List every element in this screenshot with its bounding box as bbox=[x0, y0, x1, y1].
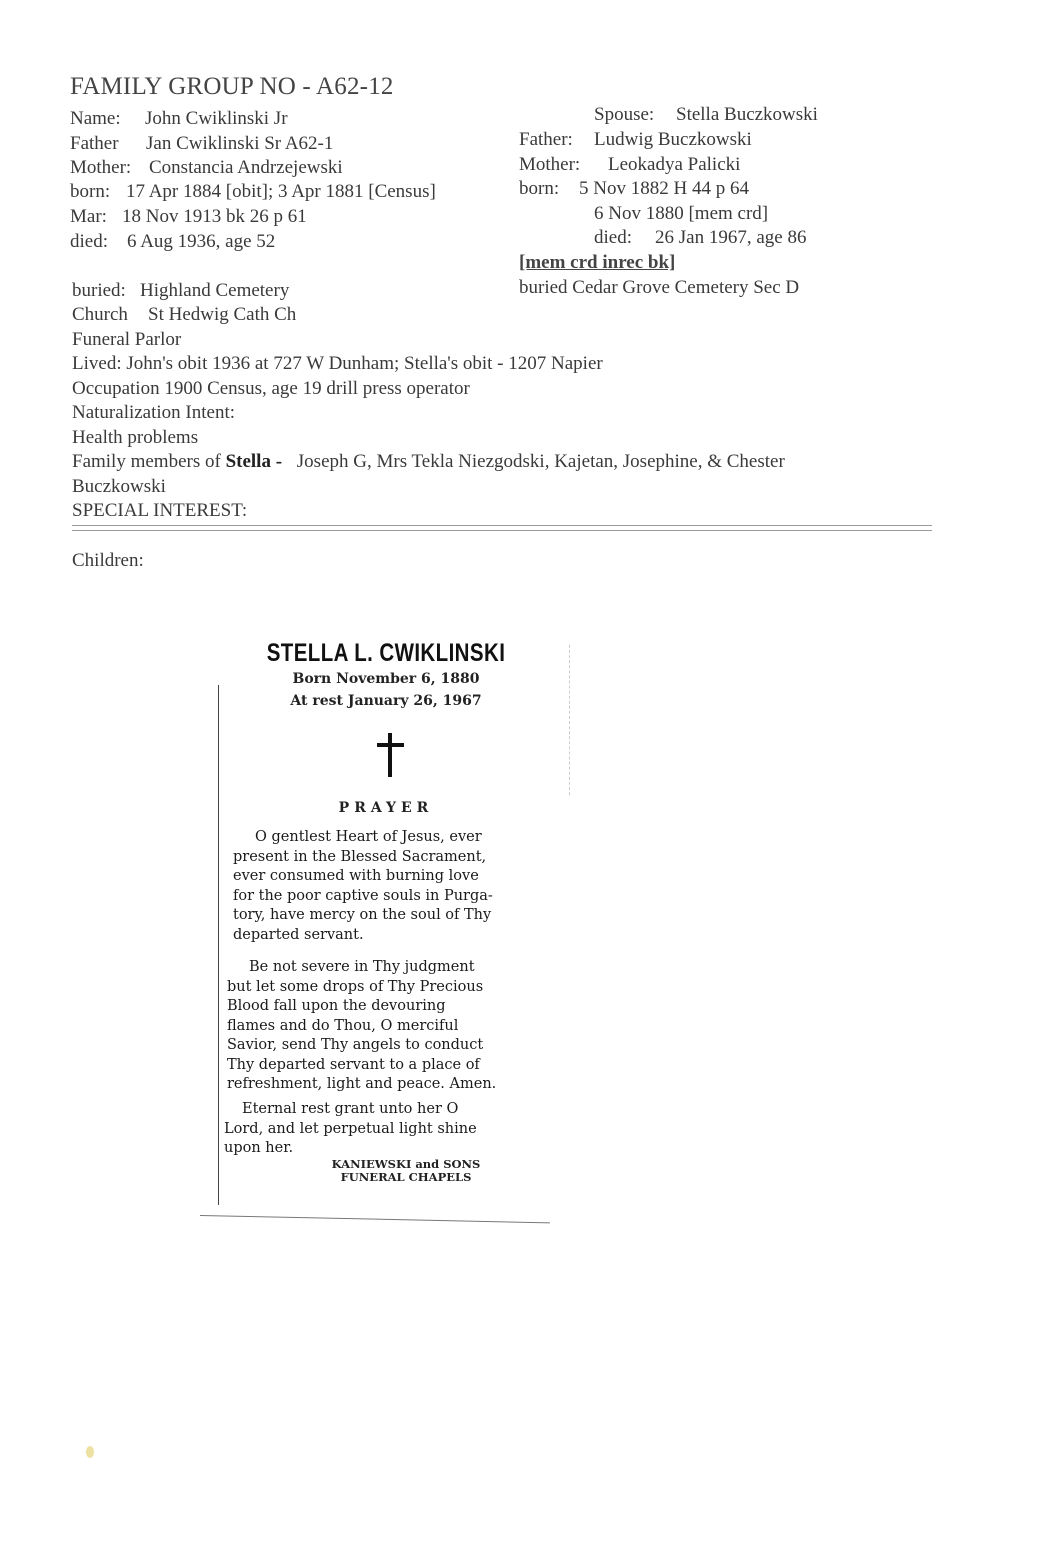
born-label: born: bbox=[70, 181, 111, 202]
husband-buried: Highland Cemetery bbox=[140, 280, 290, 301]
card-edge-left bbox=[218, 685, 219, 1205]
prayer-line: upon her. bbox=[224, 1140, 294, 1156]
page-title: FAMILY GROUP NO - A62-12 bbox=[70, 73, 394, 100]
prayer-line: but let some drops of Thy Precious bbox=[227, 978, 484, 995]
mem-card-note: [mem crd inrec bk] bbox=[519, 252, 676, 273]
prayer-line: Savior, send Thy angels to conduct bbox=[227, 1037, 484, 1053]
spouse-mother: Leokadya Palicki bbox=[608, 154, 741, 175]
prayer-heading: PRAYER bbox=[338, 800, 434, 816]
prayer-paragraph-2 bbox=[227, 958, 537, 1095]
spouse-born-row bbox=[519, 177, 749, 201]
died-label: died: bbox=[70, 231, 108, 252]
lived-line: Lived: John's obit 1936 at 727 W Dunham; Stella's obit - 1207 Napier bbox=[72, 353, 603, 374]
prayer-line: tory, have mercy on the soul of Thy bbox=[233, 907, 492, 923]
prayer-line: flames and do Thou, O merciful bbox=[227, 1017, 459, 1034]
card-edge-bottom bbox=[200, 1215, 550, 1223]
father-label: Father bbox=[70, 133, 119, 154]
husband-born-row bbox=[70, 180, 436, 204]
husband-born: 17 Apr 1884 [obit]; 3 Apr 1881 [Census] bbox=[126, 181, 436, 202]
card-rest: At rest January 26, 1967 bbox=[290, 693, 482, 709]
spouse-row bbox=[594, 103, 818, 127]
prayer-paragraph-3 bbox=[224, 1100, 534, 1159]
prayer-line: Thy departed servant to a place of bbox=[227, 1056, 480, 1073]
husband-mother-row bbox=[70, 156, 343, 180]
prayer-line: Lord, and let perpetual light shine bbox=[224, 1120, 477, 1137]
card-edge-right bbox=[569, 645, 570, 795]
family-prefix: Family members of bbox=[72, 451, 221, 472]
funeral-parlor: Funeral Parlor bbox=[72, 329, 182, 350]
husband-name-row bbox=[70, 107, 288, 131]
prayer-line: present in the Blessed Sacrament, bbox=[233, 848, 487, 865]
husband-father-row bbox=[70, 132, 333, 156]
funeral-home-subtitle: FUNERAL CHAPELS bbox=[340, 1170, 472, 1184]
spouse-father-row bbox=[519, 128, 752, 152]
name-label: Name: bbox=[70, 108, 121, 129]
family-continued: Buczkowski bbox=[72, 476, 166, 497]
children-label: Children: bbox=[72, 550, 144, 571]
husband-buried-row bbox=[72, 279, 289, 303]
family-members-line bbox=[72, 450, 785, 474]
husband-church-row bbox=[72, 303, 296, 327]
health-line: Health problems bbox=[72, 427, 199, 448]
husband-died-row bbox=[70, 230, 275, 254]
spouse-died-row bbox=[594, 226, 806, 250]
special-interest: SPECIAL INTEREST: bbox=[72, 500, 248, 521]
prayer-line: departed servant. bbox=[233, 926, 364, 943]
spouse-father: Ludwig Buczkowski bbox=[594, 129, 752, 150]
husband-father: Jan Cwiklinski Sr A62-1 bbox=[146, 133, 334, 154]
church-label: Church bbox=[72, 304, 128, 325]
prayer-line: Eternal rest grant unto her O bbox=[242, 1101, 459, 1117]
funeral-home-name: KANIEWSKI and SONS bbox=[331, 1157, 481, 1171]
card-born: Born November 6, 1880 bbox=[292, 671, 480, 687]
family-name: Stella - bbox=[225, 451, 283, 472]
spouse-born-alt: 6 Nov 1880 [mem crd] bbox=[594, 203, 769, 224]
spouse-buried: buried Cedar Grove Cemetery Sec D bbox=[519, 277, 800, 298]
husband-died: 6 Aug 1936, age 52 bbox=[127, 231, 276, 252]
mother-label: Mother: bbox=[70, 157, 132, 178]
spouse-died-label: died: bbox=[594, 227, 632, 248]
paper-smudge bbox=[86, 1446, 94, 1458]
divider-top bbox=[72, 525, 932, 526]
husband-mother: Constancia Andrzejewski bbox=[149, 157, 343, 178]
prayer-card bbox=[200, 625, 572, 1240]
spouse-name: Stella Buczkowski bbox=[676, 104, 818, 125]
card-title: STELLA L. CWIKLINSKI bbox=[266, 639, 506, 667]
prayer-line: O gentlest Heart of Jesus, ever bbox=[255, 829, 482, 845]
prayer-paragraph-1 bbox=[233, 828, 538, 945]
divider-bottom bbox=[72, 530, 932, 531]
prayer-line: refreshment, light and peace. Amen. bbox=[227, 1076, 497, 1092]
spouse-born-label: born: bbox=[519, 178, 560, 199]
husband-mar-row bbox=[70, 205, 307, 229]
spouse-born: 5 Nov 1882 H 44 p 64 bbox=[579, 178, 749, 199]
naturalization-line: Naturalization Intent: bbox=[72, 402, 236, 423]
spouse-mother-row bbox=[519, 153, 740, 177]
prayer-line: for the poor captive souls in Purga- bbox=[233, 887, 493, 904]
prayer-line: Be not severe in Thy judgment bbox=[249, 959, 475, 975]
buried-label: buried: bbox=[72, 280, 126, 301]
mar-label: Mar: bbox=[70, 206, 107, 227]
husband-name: John Cwiklinski Jr bbox=[145, 108, 288, 129]
spouse-mother-label: Mother: bbox=[519, 154, 581, 175]
family-list: Joseph G, Mrs Tekla Niezgodski, Kajetan, Josephine, & Chester bbox=[296, 451, 785, 472]
prayer-line: ever consumed with burning love bbox=[233, 868, 479, 884]
husband-mar: 18 Nov 1913 bk 26 p 61 bbox=[122, 206, 307, 227]
prayer-line: Blood fall upon the devouring bbox=[227, 998, 446, 1014]
spouse-died: 26 Jan 1967, age 86 bbox=[655, 227, 807, 248]
occupation-line: Occupation 1900 Census, age 19 drill press operator bbox=[72, 378, 470, 399]
husband-church: St Hedwig Cath Ch bbox=[148, 304, 297, 325]
spouse-father-label: Father: bbox=[519, 129, 573, 150]
spouse-label: Spouse: bbox=[594, 104, 655, 125]
